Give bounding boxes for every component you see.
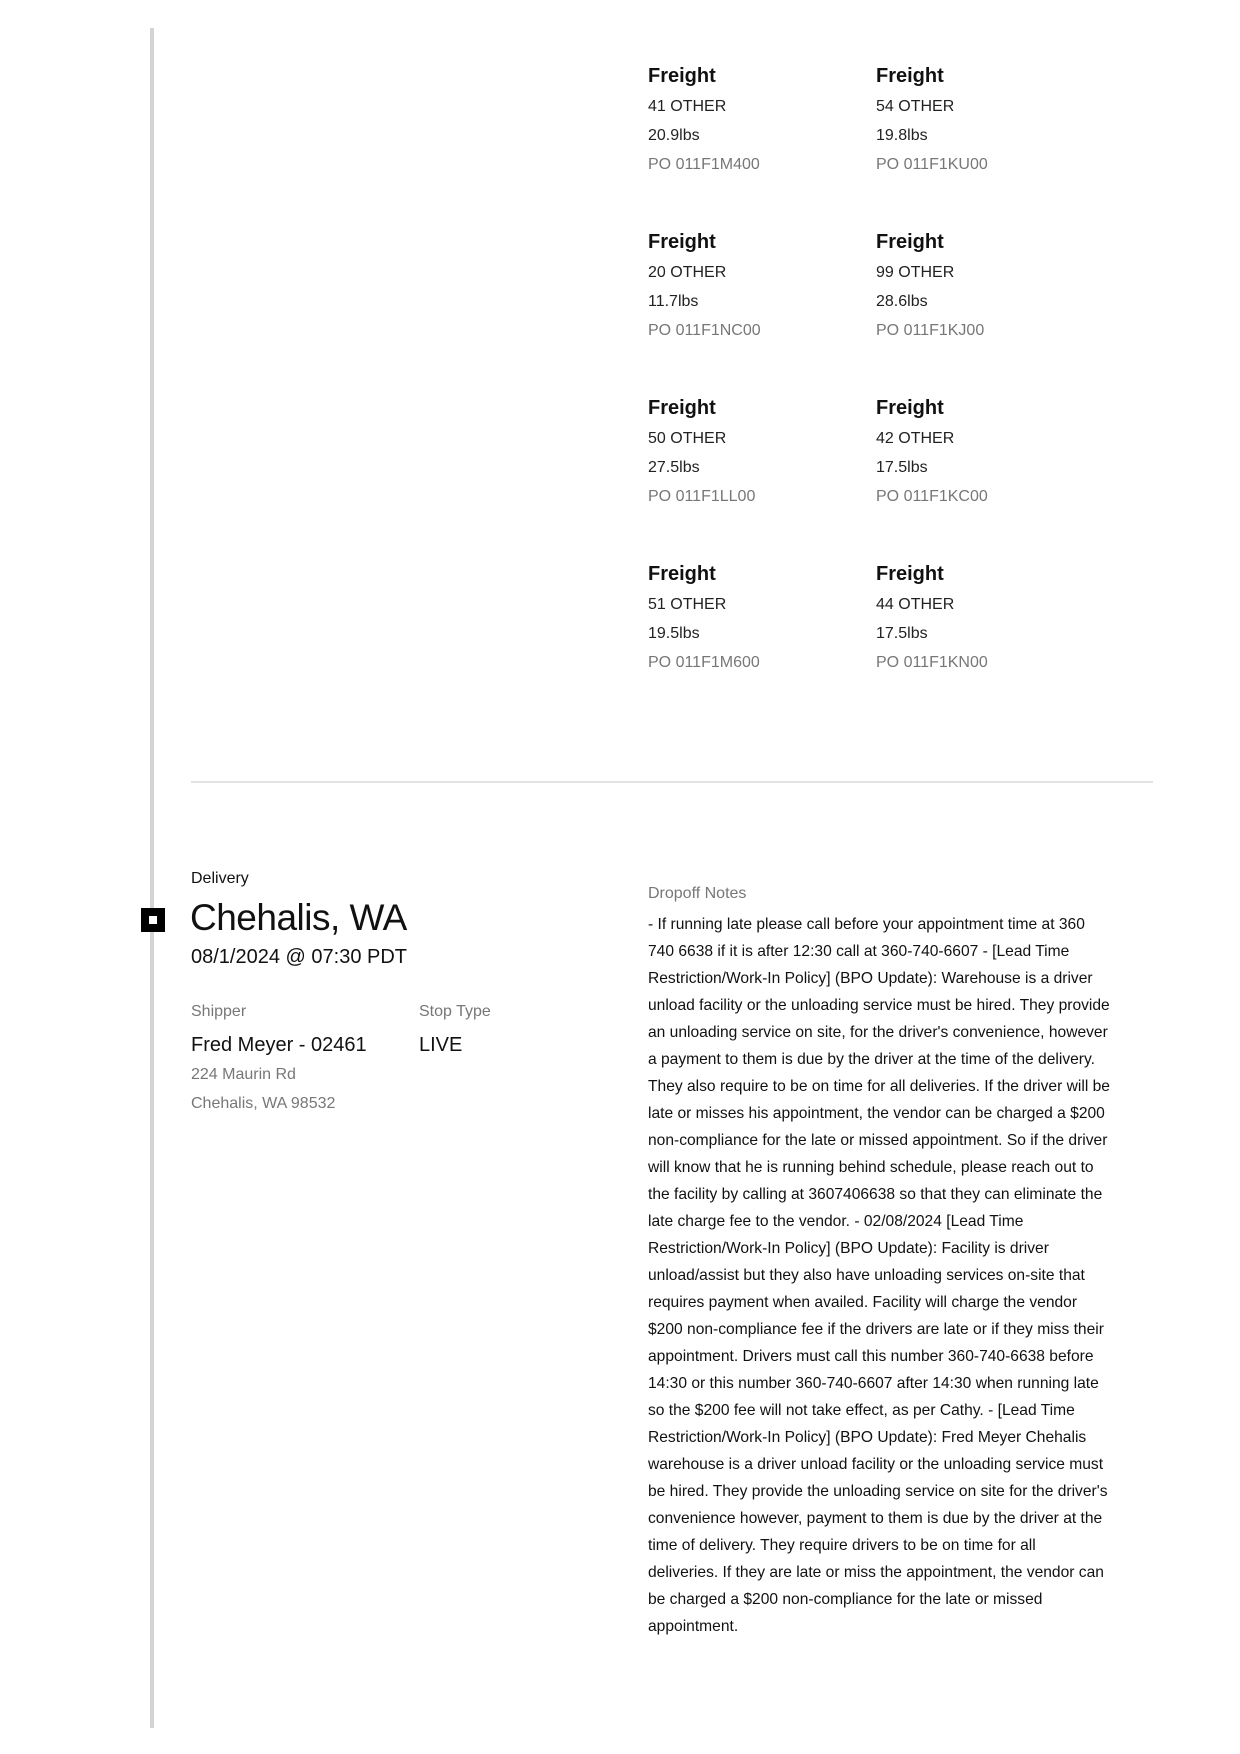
freight-title: Freight — [876, 563, 944, 585]
freight-item — [648, 392, 876, 520]
freight-po-number: PO 011F1KU00 — [876, 156, 988, 173]
freight-quantity: 42 OTHER — [876, 430, 955, 447]
freight-weight: 11.7lbs — [648, 293, 699, 310]
freight-list — [648, 60, 1108, 686]
freight-item — [648, 558, 876, 686]
freight-title: Freight — [648, 65, 716, 87]
stop-type-label: Stop Type — [419, 1003, 491, 1020]
freight-po-number: PO 011F1KC00 — [876, 488, 988, 505]
freight-title: Freight — [648, 231, 716, 253]
shipper-name: Fred Meyer - 02461 — [191, 1034, 367, 1056]
freight-title: Freight — [648, 563, 716, 585]
freight-weight: 17.5lbs — [876, 625, 928, 642]
dropoff-notes-text: - If running late please call before your appointment time at 360 740 6638 if it is after 12:30 call at 360-740-6607 - [Lead Time Restriction/Work-In Policy] (BPO Update): Warehouse is a driver unload facility or the unloading service must be hired. They provide an unloading service on site, for the driver's convenience, however a payment to them is due by the driver at the time of the delivery. They also require to be on time for all deliveries. If the driver will be late or misses his appointment, the vendor can be charged a $200 non-compliance for the late or missed appointment. So if the driver will know that he is running behind schedule, please reach out to the facility by calling at 3607406638 so that they can eliminate the late charge fee to the vendor. - 02/08/2024 [Lead Time Restriction/Work-In Policy] (BPO Update): Facility is driver unload/assist but they also have unloading services on-site that requires payment when availed. Facility will charge the vendor $200 non-compliance fee if the drivers are late or if they miss their appointment. Drivers must call this number 360-740-6638 before 14:30 or this number 360-740-6607 after 14:30 when running late so the $200 fee will not take effect, as per Cathy. - [Lead Time Restriction/Work-In Policy] (BPO Update): Fred Meyer Chehalis warehouse is a driver unload facility or the unloading service must be hired. They provide the unloading service on site for the driver's convenience however, payment to them is due by the driver at the time of delivery. They require drivers to be on time for all deliveries. If they are late or miss the appointment, the vendor can be charged a $200 non-compliance for the late or missed appointment. — [648, 916, 1110, 1635]
section-divider — [191, 781, 1153, 783]
freight-po-number: PO 011F1KN00 — [876, 654, 988, 671]
shipper-address-line2: Chehalis, WA 98532 — [191, 1095, 336, 1112]
freight-title: Freight — [648, 397, 716, 419]
freight-item — [876, 60, 1104, 188]
freight-weight: 17.5lbs — [876, 459, 928, 476]
freight-weight: 19.5lbs — [648, 625, 700, 642]
stop-city: Chehalis, WA — [190, 897, 407, 938]
stop-datetime: 08/1/2024 @ 07:30 PDT — [191, 946, 407, 968]
freight-item — [648, 226, 876, 354]
stop-type-value: LIVE — [419, 1034, 463, 1056]
freight-weight: 19.8lbs — [876, 127, 928, 144]
shipper-address-line1: 224 Maurin Rd — [191, 1066, 296, 1083]
stop-marker-icon — [141, 908, 165, 932]
freight-title: Freight — [876, 397, 944, 419]
freight-item — [876, 392, 1104, 520]
timeline-line — [150, 28, 154, 1728]
freight-quantity: 51 OTHER — [648, 596, 727, 613]
freight-weight: 28.6lbs — [876, 293, 928, 310]
freight-weight: 27.5lbs — [648, 459, 700, 476]
freight-quantity: 99 OTHER — [876, 264, 955, 281]
freight-po-number: PO 011F1LL00 — [648, 488, 756, 505]
freight-quantity: 54 OTHER — [876, 98, 955, 115]
shipper-label: Shipper — [191, 1003, 247, 1020]
freight-po-number: PO 011F1NC00 — [648, 322, 761, 339]
dropoff-notes-label: Dropoff Notes — [648, 885, 747, 902]
freight-po-number: PO 011F1KJ00 — [876, 322, 985, 339]
freight-weight: 20.9lbs — [648, 127, 700, 144]
freight-quantity: 44 OTHER — [876, 596, 955, 613]
freight-quantity: 20 OTHER — [648, 264, 727, 281]
freight-title: Freight — [876, 65, 944, 87]
freight-item — [648, 60, 876, 188]
stop-type-heading: Delivery — [191, 870, 249, 887]
freight-title: Freight — [876, 231, 944, 253]
freight-po-number: PO 011F1M600 — [648, 654, 760, 671]
freight-item — [876, 226, 1104, 354]
freight-po-number: PO 011F1M400 — [648, 156, 760, 173]
freight-item — [876, 558, 1104, 686]
freight-quantity: 50 OTHER — [648, 430, 727, 447]
freight-quantity: 41 OTHER — [648, 98, 727, 115]
